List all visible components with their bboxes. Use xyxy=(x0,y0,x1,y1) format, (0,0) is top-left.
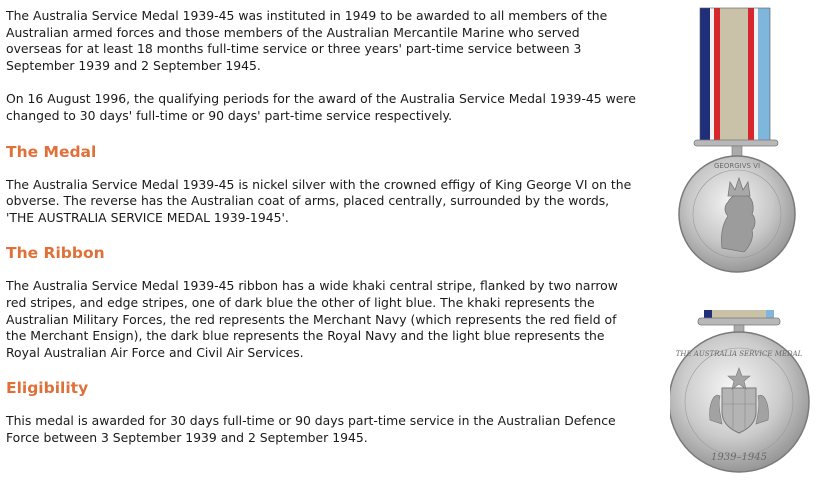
heading-the-medal: The Medal xyxy=(6,142,97,161)
svg-text:GEORGIVS VI: GEORGIVS VI xyxy=(713,162,761,170)
svg-text:THE AUSTRALIA SERVICE MEDAL: THE AUSTRALIA SERVICE MEDAL xyxy=(675,350,803,358)
medal-obverse-image xyxy=(670,0,836,300)
intro-paragraph-2: On 16 August 1996, the qualifying periods for the award of the Australia Service Medal 1939-45 were changed to 30 days' full-time or 90 days' part-time service respectively. xyxy=(6,91,636,123)
medal-reverse-year: 1939–1945 xyxy=(711,452,767,463)
medal-reverse-image xyxy=(670,300,836,488)
intro-paragraph-1: The Australia Service Medal 1939-45 was instituted in 1949 to be awarded to all members of the Australian armed forces and those members of the Australian Mercantile Marine who served overseas for at least 18 months full-time service or three years' part-time service between 3 September 1939 and 2 September 1945. xyxy=(6,8,608,73)
ribbon-paragraph: The Australia Service Medal 1939-45 ribbon has a wide khaki central stripe, flanked by two narrow red stripes, and edge stripes, one of dark blue the other of light blue. The khaki represents the Australian Military Forces, the red represents the Merchant Navy (which represents the red field of the Merchant Ensign), the dark blue represents the Royal Navy and the light blue represents the Royal Australian Air Force and Civil Air Services. xyxy=(6,278,618,360)
eligibility-paragraph: This medal is awarded for 30 days full-time or 90 days part-time service in the Australian Defence Force between 3 September 1939 and 2 September 1945. xyxy=(6,413,616,445)
article-content xyxy=(6,8,636,464)
medal-paragraph: The Australia Service Medal 1939-45 is nickel silver with the crowned effigy of King George VI on the obverse. The reverse has the Australian coat of arms, placed centrally, surrounded by the words, 'THE AUSTRALIA SERVICE MEDAL 1939-1945'. xyxy=(6,176,632,225)
heading-eligibility: Eligibility xyxy=(6,379,89,398)
heading-the-ribbon: The Ribbon xyxy=(6,244,105,263)
medal-images xyxy=(670,0,836,488)
